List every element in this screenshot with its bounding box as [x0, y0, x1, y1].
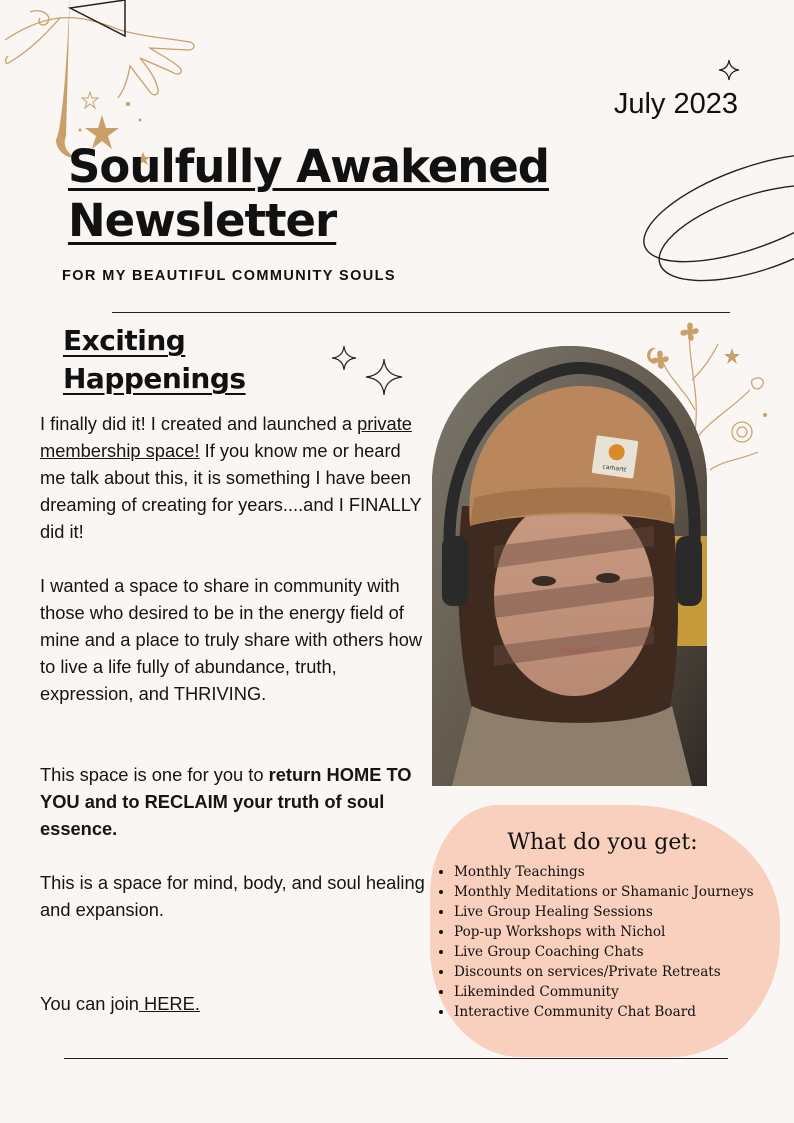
benefit-item: • Live Group Healing Sessions	[454, 902, 754, 922]
benefit-item: • Likeminded Community	[454, 982, 754, 1002]
paragraph-3-bold: return HOME TO YOU and to RECLAIM your truth of soul essence.	[40, 764, 412, 839]
subtitle: FOR MY BEAUTIFUL COMMUNITY SOULS	[62, 268, 396, 284]
divider-bottom	[64, 1058, 728, 1059]
orbit-lines-decoration	[630, 138, 794, 298]
benefit-item: • Pop-up Workshops with Nichol	[454, 922, 754, 942]
paragraph-2: I wanted a space to share in community with those who desired to be in the energy field of mine and a place to truly share with others how to live a life fully of abundance, truth, expression, and THRIVING.	[40, 575, 423, 704]
portrait-photo	[432, 346, 707, 786]
benefit-item: • Interactive Community Chat Board	[454, 1002, 754, 1022]
paragraph-4: This is a space for mind, body, and soul healing and expansion.	[40, 872, 425, 920]
benefit-item: • Monthly Meditations or Shamanic Journeys	[454, 882, 754, 902]
paragraph-1-text-b: If you know me or heard me talk about this, it is something I have been dreaming of creating for years....and I FINALLY did it!	[40, 440, 422, 542]
sparkle-icon	[718, 59, 740, 81]
sparkle-pair-icon	[330, 345, 406, 397]
benefit-item: • Discounts on services/Private Retreats	[454, 962, 754, 982]
join-here-link[interactable]: HERE.	[138, 993, 200, 1014]
section-heading	[63, 322, 343, 398]
join-text: You can join	[40, 993, 139, 1014]
heading-line-2: Happenings	[63, 362, 246, 395]
paragraph-3	[40, 761, 425, 842]
beanie-label: carhartt	[602, 463, 627, 474]
page-title	[68, 140, 648, 248]
benefit-item: • Monthly Teachings	[454, 862, 754, 882]
heading-line-1: Exciting	[63, 324, 186, 357]
benefits-title: What do you get:	[507, 830, 698, 855]
title-line-1: Soulfully Awakened	[68, 140, 550, 193]
paragraph-1	[40, 410, 425, 545]
issue-date: July 2023	[613, 88, 738, 120]
paragraph-3-text: This space is one for you to	[40, 764, 269, 785]
title-line-2: Newsletter	[68, 194, 337, 247]
membership-link[interactable]: private membership space!	[40, 413, 412, 461]
divider-top	[112, 312, 730, 313]
paragraph-5	[40, 990, 425, 1017]
paragraph-1-text-a: I finally did it! I created and launched a	[40, 413, 358, 434]
benefit-item: • Live Group Coaching Chats	[454, 942, 754, 962]
benefits-list	[436, 862, 754, 1022]
